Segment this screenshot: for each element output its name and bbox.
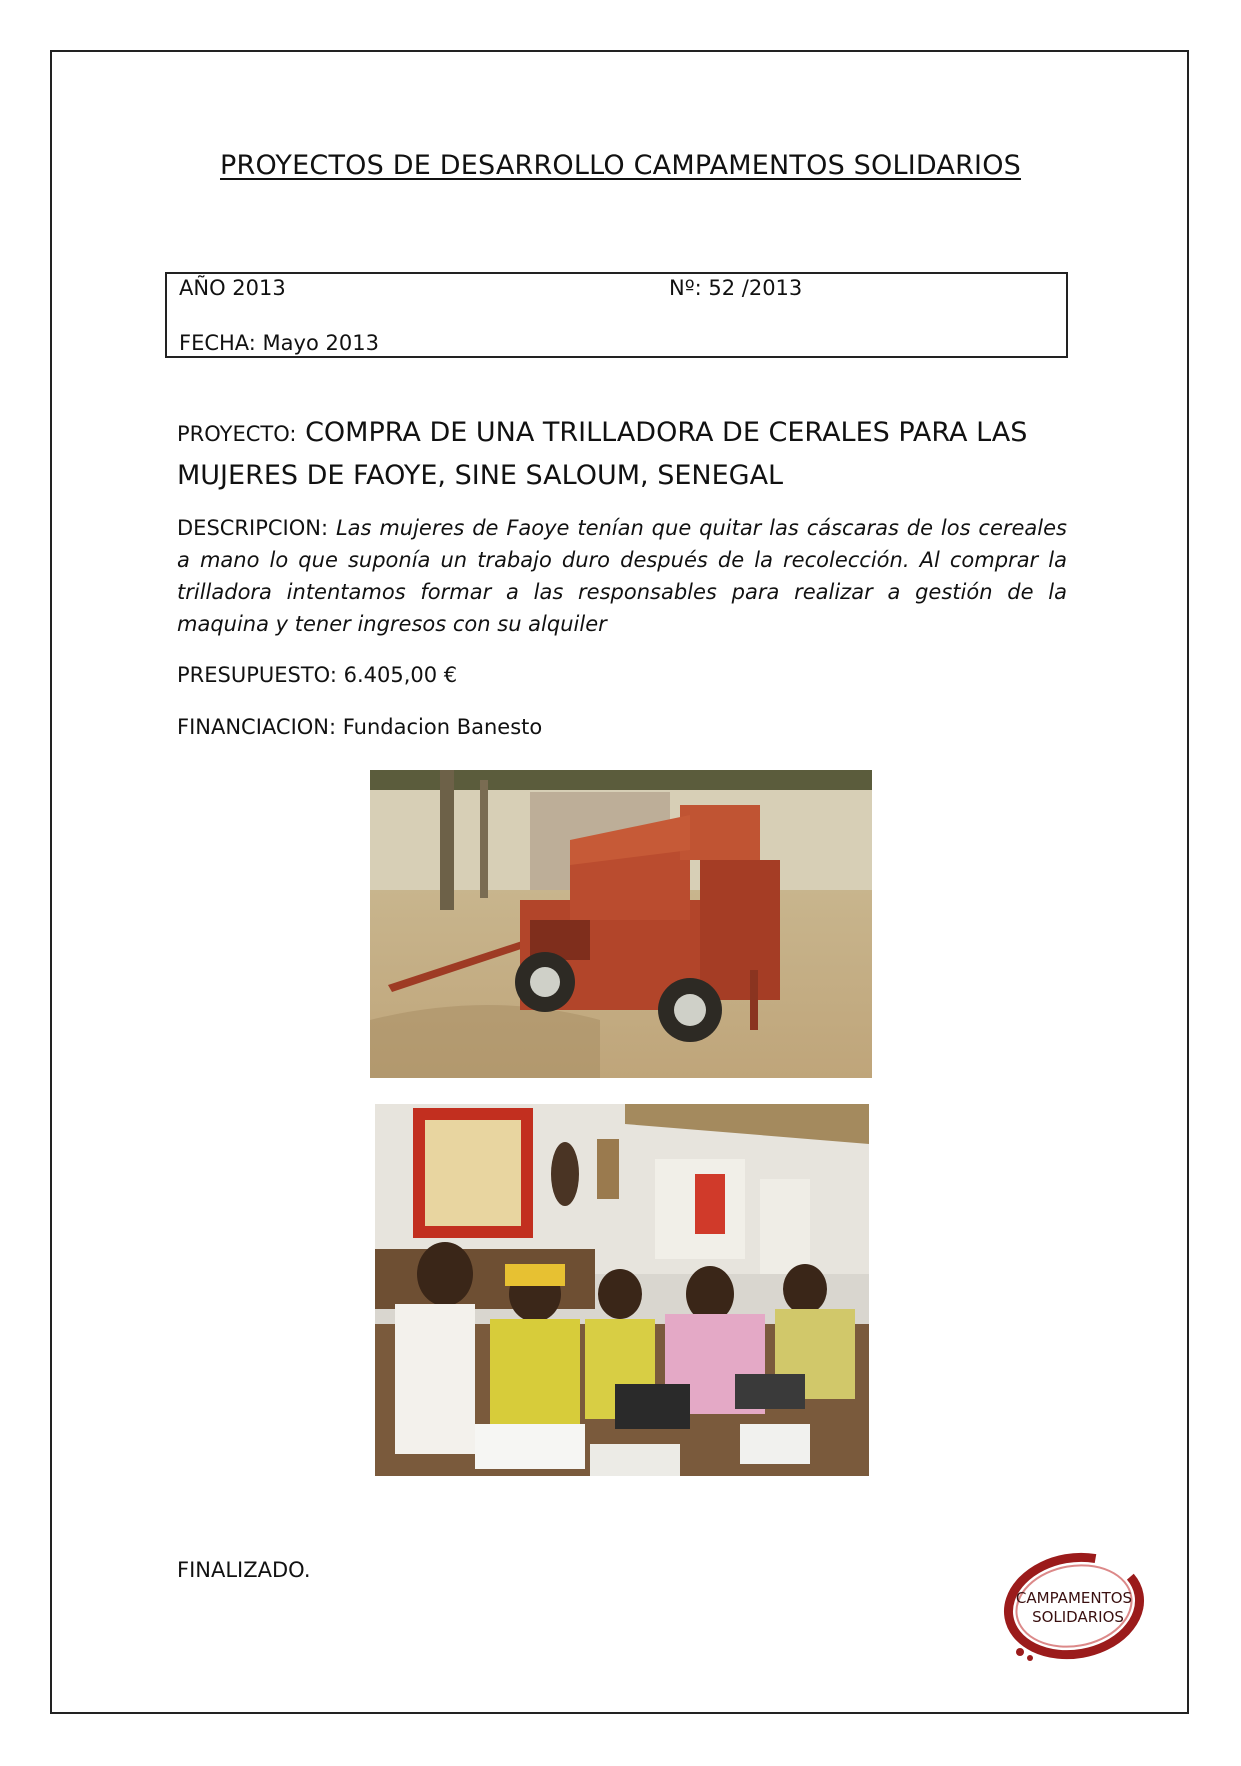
project-label: PROYECTO: [177,422,297,446]
project-number: Nº: 52 /2013 [669,276,803,300]
thresher-photo [370,770,872,1078]
page-title: PROYECTOS DE DESARROLLO CAMPAMENTOS SOLIDARIOS [220,150,1021,181]
budget-line: PRESUPUESTO: 6.405,00 € [177,663,458,687]
project-date: FECHA: Mayo 2013 [179,331,379,355]
campamentos-solidarios-logo [990,1548,1150,1666]
women-meeting-photo [375,1104,869,1476]
project-year: AÑO 2013 [179,276,286,300]
project-name: COMPRA DE UNA TRILLADORA DE CERALES PARA LAS MUJERES DE FAOYE, SINE SALOUM, SENEGAL [177,417,1028,491]
status-finalizado: FINALIZADO. [177,1558,311,1582]
svg-text:CAMPAMENTOS: CAMPAMENTOS [1015,1589,1133,1607]
svg-text:SOLIDARIOS: SOLIDARIOS [1032,1608,1124,1626]
project-heading [177,412,1077,496]
project-info-box [165,272,1068,358]
funding-line: FINANCIACION: Fundacion Banesto [177,715,543,739]
project-description [177,512,1067,640]
description-label: DESCRIPCION: [177,516,329,540]
description-text: Las mujeres de Faoye tenían que quitar las cáscaras de los cereales a mano lo que suponía un trabajo duro después de la recolección. Al comprar la trilladora intentamos formar a las responsables para realizar a gestión de la maquina y tener ingresos con su alquiler [177,516,1067,636]
